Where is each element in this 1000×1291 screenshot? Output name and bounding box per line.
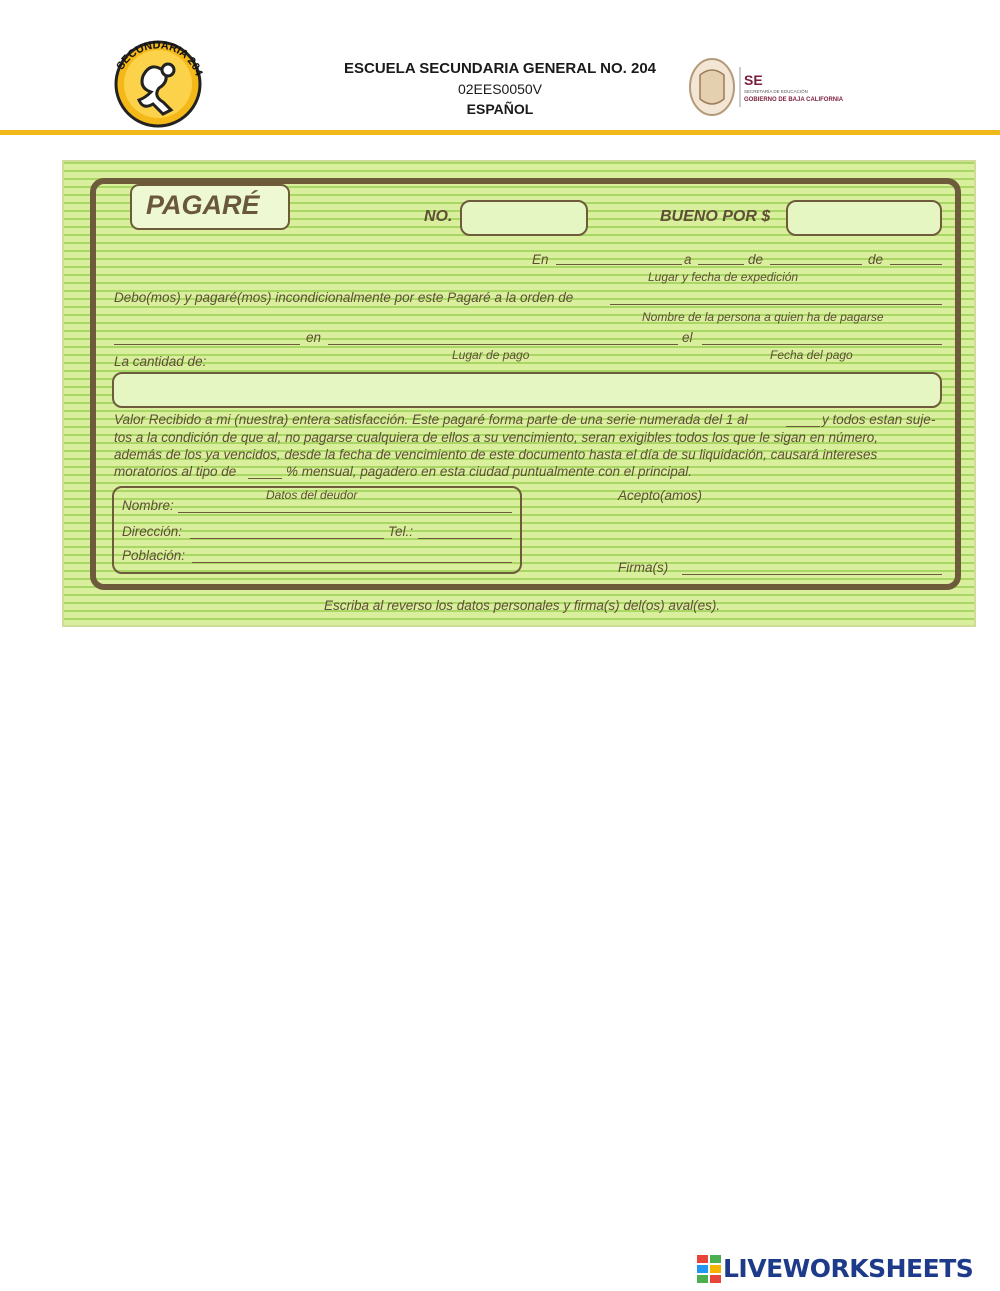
deudor-poblacion-line[interactable] — [192, 562, 512, 563]
en-label: En — [532, 252, 549, 267]
gov-logo-sub: SECRETARÍA DE EDUCACIÓN — [744, 89, 808, 94]
pagare-title: PAGARÉ — [146, 190, 260, 220]
direccion-label: Dirección: — [122, 524, 183, 539]
gov-logo-abbr: SE — [744, 72, 763, 88]
deudor-tel-line[interactable] — [418, 538, 512, 539]
liveworksheets-logo — [697, 1254, 973, 1283]
liveworksheets-icon — [697, 1255, 721, 1283]
tel-label: Tel.: — [388, 524, 414, 539]
legal-line-3: además de los ya vencidos, desde la fecha de vencimiento de este documento hasta el día de su liquidación, causará intereses — [114, 447, 878, 462]
firma-line[interactable] — [682, 574, 942, 575]
deudor-nombre-line[interactable] — [178, 512, 512, 513]
nombre-label: Nombre: — [122, 498, 174, 513]
header-rule — [0, 130, 1000, 135]
de-label-1: de — [748, 252, 764, 267]
liveworksheets-brand: LIVEWORKSHEETS — [723, 1254, 974, 1283]
mes-line[interactable] — [770, 264, 862, 265]
amount-field[interactable] — [786, 200, 942, 236]
bueno-por-label: BUENO POR $ — [660, 208, 771, 225]
school-logo-text: SECUNDARIA 204 — [114, 39, 205, 78]
reverso-note: Escriba al reverso los datos personales y firma(s) del(os) aval(es). — [324, 598, 721, 613]
lugar-pago-line[interactable] — [328, 344, 678, 345]
school-code: 02EES0050V — [457, 81, 543, 97]
debo-text: Debo(mos) y pagaré(mos) incondicionalmente por este Pagaré a la orden de — [114, 290, 574, 305]
anio-line[interactable] — [890, 264, 942, 265]
lugar-pago-caption: Lugar de pago — [452, 348, 530, 362]
serie-line[interactable] — [786, 426, 820, 427]
acepto-label: Acepto(amos) — [618, 488, 703, 503]
datos-deudor-caption: Datos del deudor — [266, 488, 358, 502]
legal-line-4a: moratorios al tipo de — [114, 464, 237, 479]
en-label-2: en — [306, 330, 322, 345]
poblacion-label: Población: — [122, 548, 186, 563]
subject-title: ESPAÑOL — [466, 101, 534, 117]
fecha-pago-caption: Fecha del pago — [770, 348, 853, 362]
cantidad-label: La cantidad de: — [114, 354, 207, 369]
a-label: a — [684, 252, 692, 267]
gov-logo-name: GOBIERNO DE BAJA CALIFORNIA — [744, 97, 844, 103]
government-logo — [686, 55, 871, 119]
deudor-direccion-line[interactable] — [190, 538, 384, 539]
school-name: ESCUELA SECUNDARIA GENERAL NO. 204 — [344, 60, 656, 77]
legal-line-1b: y todos estan suje- — [822, 412, 936, 427]
legal-line-1: Valor Recibido a mi (nuestra) entera satisfacción. Este pagaré forma parte de una serie numerada del 1 al — [114, 412, 748, 427]
no-label: NO. — [424, 208, 453, 225]
lugar-fecha-caption: Lugar y fecha de expedición — [648, 270, 799, 284]
pagare-form — [62, 160, 976, 627]
nombre-persona-caption: Nombre de la persona a quien ha de pagarse — [642, 310, 884, 324]
el-label: el — [682, 330, 693, 345]
legal-line-4b: % mensual, pagadero en esta ciudad puntualmente con el principal. — [286, 464, 693, 479]
firma-label: Firma(s) — [618, 560, 669, 575]
cantidad-field[interactable] — [112, 372, 942, 408]
legal-line-2: tos a la condición de que al, no pagarse cualquiera de ellos a su vencimiento, seran exigibles todos los que le sigan en número, — [114, 430, 878, 445]
de-label-2: de — [868, 252, 884, 267]
no-field[interactable] — [460, 200, 588, 236]
dia-line[interactable] — [698, 264, 744, 265]
interes-line[interactable] — [248, 478, 282, 479]
fecha-pago-line[interactable] — [702, 344, 942, 345]
beneficiario-line[interactable] — [610, 304, 942, 305]
nombre-pago-line[interactable] — [114, 344, 300, 345]
lugar-line[interactable] — [556, 264, 682, 265]
